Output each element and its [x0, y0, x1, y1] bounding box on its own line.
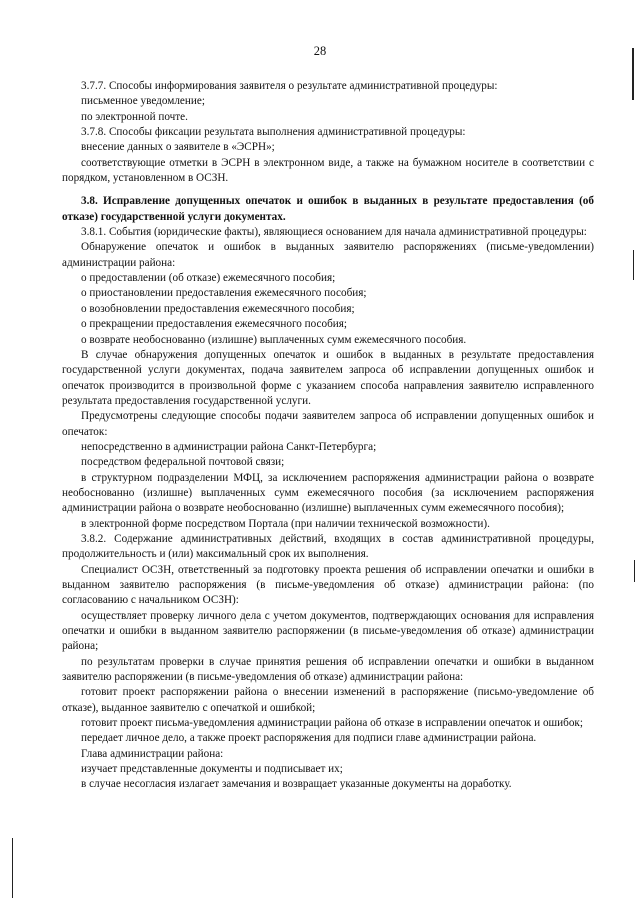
paragraph: Специалист ОСЗН, ответственный за подготовку проекта решения об исправлении опечатки и ошибки в выданном заявителю распоряжения (в письме-уведомления об отказе) администрации района: (по согласованию с начальником ОСЗН):	[62, 563, 594, 607]
list-item: письменное уведомление;	[81, 95, 205, 108]
paragraph: Обнаружение опечаток и ошибок в выданных заявителю распоряжениях (письме-уведомлении) администрации района:	[62, 241, 594, 269]
list-item: посредством федеральной почтовой связи;	[81, 456, 285, 469]
list-item: передает личное дело, а также проект распоряжения для подписи главе администрации района.	[81, 732, 537, 745]
list-item: о возврате необоснованно (излишне) выплаченных сумм ежемесячного пособия.	[81, 333, 467, 346]
list-item: о прекращении предоставления ежемесячного пособия;	[81, 318, 347, 331]
list-item: о предоставлении (об отказе) ежемесячного пособия;	[81, 272, 336, 285]
list-item: в электронной форме посредством Портала (при наличии технической возможности).	[81, 517, 490, 530]
section-heading-3-8: 3.8. Исправление допущенных опечаток и ошибок в выданных в результате предоставления (об отказе) государственной услуги документах.	[62, 195, 594, 223]
scan-edge-mark	[634, 560, 635, 582]
list-item: готовит проект распоряжении района о внесении изменений в распоряжение (письмо-уведомление об отказе), выданное заявителю с опечаткой и ошибкой;	[62, 686, 594, 714]
list-item: по электронной почте.	[81, 110, 188, 123]
paragraph: соответствующие отметки в ЭСРН в электронном виде, а также на бумажном носителе в соответствии с порядком, установленном в ОСЗН.	[62, 156, 594, 185]
list-item: внесение данных о заявителе в «ЭСРН»;	[81, 141, 275, 154]
scan-edge-mark	[633, 250, 634, 280]
document-body	[62, 79, 594, 793]
paragraph-3-8-2: 3.8.2. Содержание административных действий, входящих в состав административной процедуры, продолжительность и (или) максимальный срок их выполнения.	[62, 532, 594, 561]
paragraph-3-7-7: 3.7.7. Способы информирования заявителя о результате административной процедуры:	[81, 80, 498, 92]
paragraph: В случае обнаружения допущенных опечаток и ошибок в выданных в результате предоставления государственной услуги документах, подача заявителем запроса об исправлении допущенных ошибок и опечаток производится в произвольной форме с указанием способа направления заявителю исправленного результата предоставления государственной услуги.	[62, 348, 594, 407]
page-number: 28	[313, 44, 327, 58]
scan-edge-mark	[12, 838, 13, 898]
paragraph: Предусмотрены следующие способы подачи заявителем запроса об исправлении допущенных ошибок и опечаток:	[62, 410, 594, 438]
list-item: по результатам проверки в случае принятия решения об исправлении опечатки и ошибки в выданном заявителю распоряжении (в письме-уведомления об отказе) администрации района:	[62, 655, 594, 684]
list-item: готовит проект письма-уведомления администрации района об отказе в исправлении опечаток и ошибок;	[81, 717, 583, 730]
paragraph-3-8-1: 3.8.1. События (юридические факты), являющиеся основанием для начала административной процедуры:	[81, 226, 587, 239]
list-item: в структурном подразделении МФЦ, за исключением распоряжения администрации района о возврате необоснованно (излишне) выплаченных сумм ежемесячного пособия (за исключением распоряжения администрации района о возврате необоснованно (излишне) выплаченных сумм ежемесячного пособия);	[62, 471, 594, 515]
list-item: о приостановлении предоставления ежемесячного пособия;	[81, 287, 367, 300]
list-item: изучает представленные документы и подписывает их;	[81, 763, 343, 776]
list-item: осуществляет проверку личного дела с учетом документов, подтверждающих основания для исправления опечатки и ошибки в выданном заявителю распоряжении (в письме-уведомления об отказе) администрации района;	[62, 609, 594, 653]
list-item: о возобновлении предоставления ежемесячного пособия;	[81, 302, 355, 315]
list-item: в случае несогласия излагает замечания и возвращает указанные документы на доработку.	[81, 778, 512, 791]
section-spacer	[62, 186, 594, 194]
paragraph: Глава администрации района:	[81, 747, 224, 760]
paragraph-3-7-8: 3.7.8. Способы фиксации результата выполнения административной процедуры:	[81, 126, 466, 139]
scan-edge-mark	[632, 48, 634, 100]
list-item: непосредственно в администрации района Санкт-Петербурга;	[81, 440, 377, 453]
